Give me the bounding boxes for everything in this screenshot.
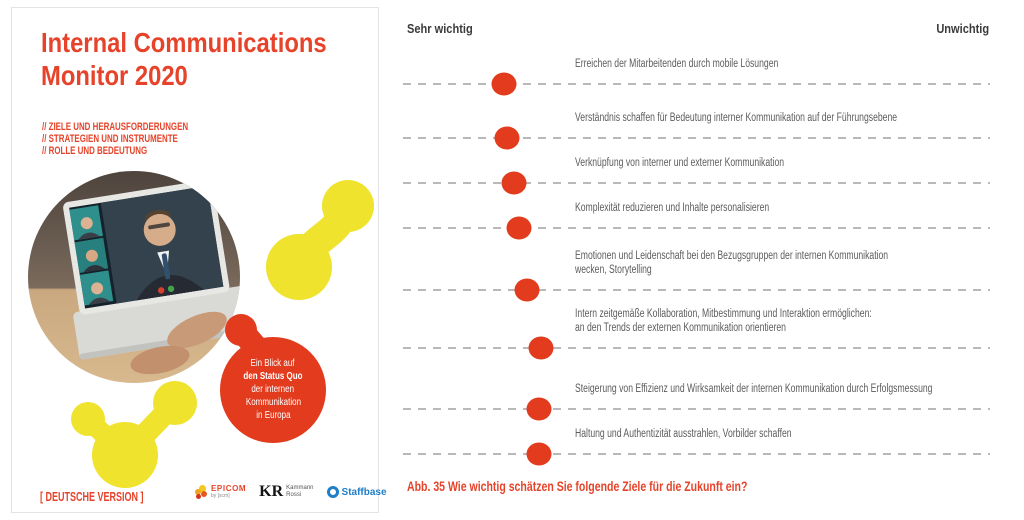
video-call-photo xyxy=(28,171,262,383)
badge-text xyxy=(201,357,345,422)
chart-row-label: Verknüpfung von interner und externer Kommunikation xyxy=(575,157,785,169)
epicom-logo xyxy=(195,485,246,499)
chart-data-dot xyxy=(528,337,553,360)
kr-wordmark: Kammann Rossi xyxy=(286,485,314,498)
chart-data-dot xyxy=(527,398,552,421)
chart-row-dashed-line xyxy=(403,137,990,139)
chart-row-dashed-line xyxy=(403,182,990,184)
chart-row-dashed-line xyxy=(403,347,990,349)
chart-row-dashed-line xyxy=(403,408,990,410)
chart-data-dot xyxy=(494,127,519,150)
cover-bullet-1: // ZIELE UND HERAUSFORDERUNGEN xyxy=(42,121,189,133)
badge-line-3: der internen xyxy=(251,384,295,395)
staffbase-wordmark: Staffbase xyxy=(341,486,387,498)
version-label: [ DEUTSCHE VERSION ] xyxy=(40,490,144,504)
epicom-wordmark: EPICOM xyxy=(211,484,247,493)
scale-label-right: Unwichtig xyxy=(936,21,989,36)
kr-monogram-icon: KR xyxy=(259,483,284,500)
chart-row-label: Komplexität reduzieren und Inhalte personalisieren xyxy=(575,202,770,214)
cover-title-line1: Internal Communications xyxy=(41,27,327,58)
figure-caption: Abb. 35 Wie wichtig schätzen Sie folgende Ziele für die Zukunft ein? xyxy=(407,479,748,494)
scale-label-left: Sehr wichtig xyxy=(407,21,473,36)
staffbase-ring-icon xyxy=(327,486,339,498)
chart-row-dashed-line xyxy=(403,83,990,85)
chart-row-label: Erreichen der Mitarbeitenden durch mobile Lösungen xyxy=(575,58,779,70)
chart-data-dot xyxy=(491,73,516,96)
yellow-blob-right xyxy=(266,180,374,300)
cover-title-line2: Monitor 2020 xyxy=(41,60,188,91)
cover-bullet-2: // STRATEGIEN UND INSTRUMENTE xyxy=(42,133,178,145)
staffbase-logo xyxy=(327,486,387,498)
epicom-dots-icon xyxy=(195,485,208,499)
chart-data-dot xyxy=(527,443,552,466)
epicom-byline: by [scm] xyxy=(211,493,230,499)
badge-line-1: Ein Blick auf xyxy=(250,358,296,369)
badge-line-4: Kommunikation xyxy=(245,397,301,408)
chart-row-dashed-line xyxy=(403,289,990,291)
kammann-rossi-logo xyxy=(259,484,313,500)
chart-data-dot xyxy=(501,172,526,195)
chart-row-dashed-line xyxy=(403,453,990,455)
cover-bullet-3: // ROLLE UND BEDEUTUNG xyxy=(42,145,148,157)
chart-row-label: Intern zeitgemäße Kollaboration, Mitbestimmung und Interaktion ermöglichen: an den Trends der externen Kommunikation orientieren xyxy=(575,308,872,334)
yellow-blob-bottom-left xyxy=(71,381,197,488)
publisher-logos xyxy=(195,484,387,500)
chart-data-dot xyxy=(514,279,539,302)
chart-row-label: Steigerung von Effizienz und Wirksamkeit der internen Kommunikation durch Erfolgsmessung xyxy=(575,383,933,395)
chart-row-label: Haltung und Authentizität ausstrahlen, Vorbilder schaffen xyxy=(575,428,792,440)
badge-line-2: den Status Quo xyxy=(243,371,303,382)
chart-row-label: Emotionen und Leidenschaft bei den Bezugsgruppen der internen Kommunikation wecken, Storytelling xyxy=(575,250,889,276)
badge-line-5: in Europa xyxy=(255,410,291,421)
report-cover xyxy=(12,8,387,512)
chart-row-dashed-line xyxy=(403,227,990,229)
cover-title xyxy=(41,26,377,92)
chart-data-dot xyxy=(507,217,532,240)
cover-subtitle-list xyxy=(42,121,245,157)
importance-dot-plot xyxy=(403,0,990,520)
chart-row-label: Verständnis schaffen für Bedeutung interner Kommunikation auf der Führungsebene xyxy=(575,112,898,124)
